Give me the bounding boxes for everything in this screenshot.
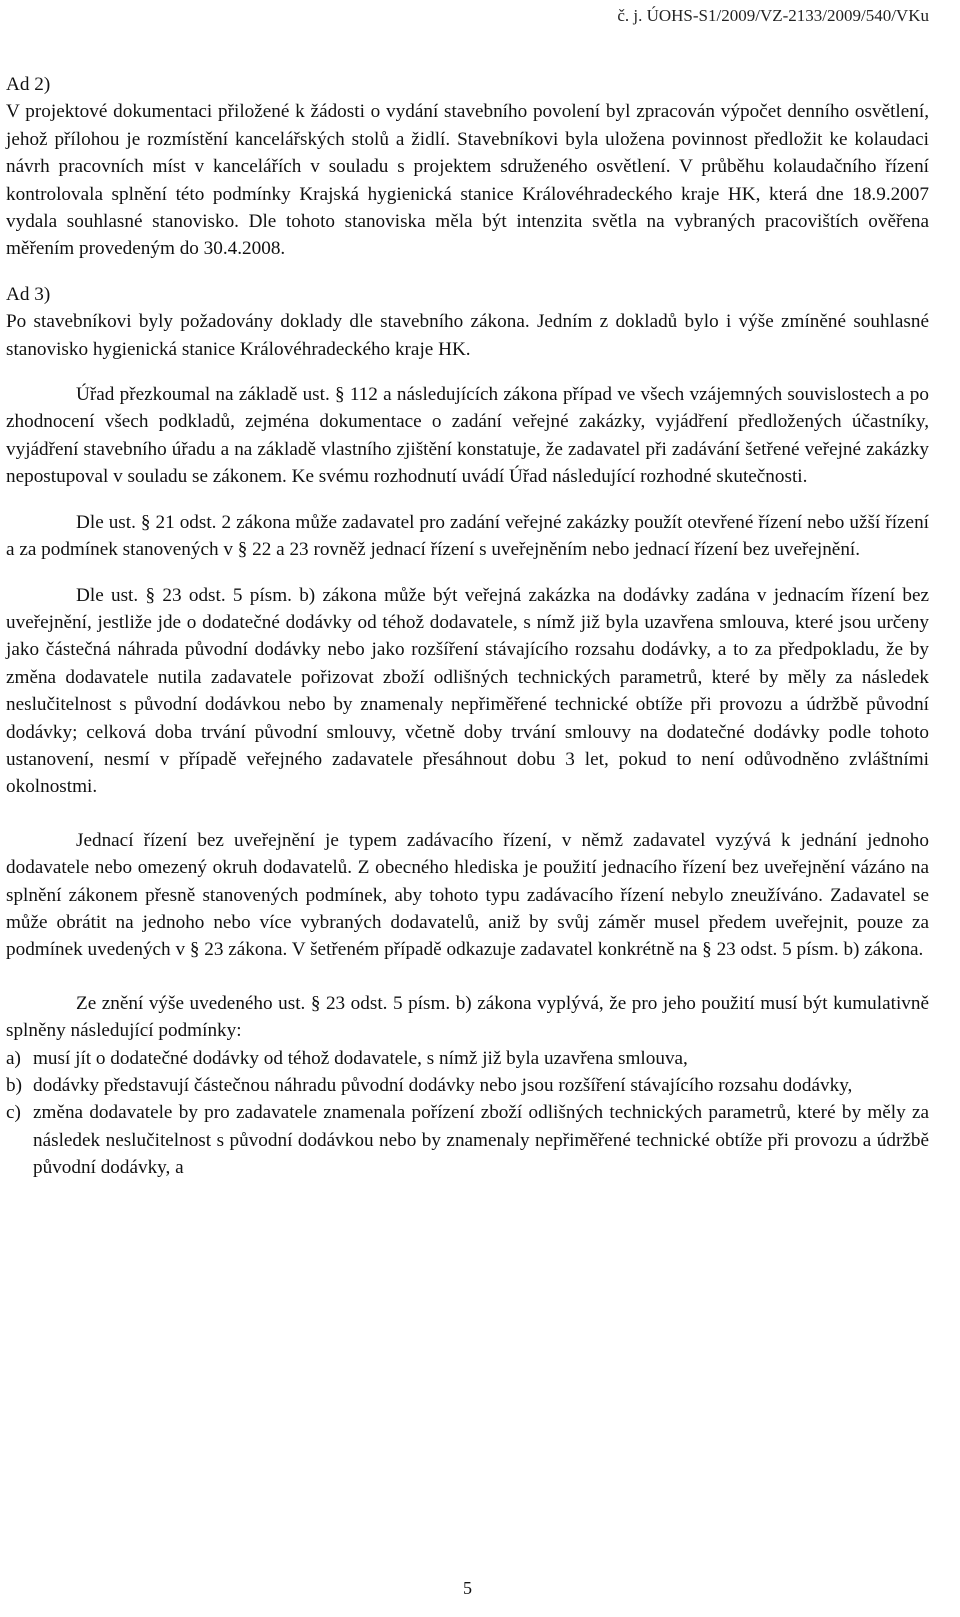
ad2-heading: Ad 2) (6, 74, 51, 95)
conditions-list (6, 1045, 929, 1182)
list-marker: c) (6, 1102, 21, 1124)
list-item-text: dodávky představují částečnou náhradu původní dodávky nebo jsou rozšíření stávajícího rozsahu dodávky, (33, 1075, 853, 1096)
list-marker: b) (6, 1075, 22, 1096)
negotiated-procedure-paragraph: Jednací řízení bez uveřejnění je typem zadávacího řízení, v němž zadavatel vyzývá k jednání jednoho dodavatele nebo omezený okruh dodavatelů. Z obecného hlediska je použití jednacího řízení bez uveřejnění vázáno na splnění zákonem přesně stanovených podmínek, aby tohoto typu zadávacího řízení nebylo zneužíváno. Zadavatel se může obrátit na jednoho nebo více vybraných dodavatelů, aniž by svůj záměr musel předem uveřejnit, pouze za podmínek uvedených v § 23 zákona. V šetřeném případě odkazuje zadavatel konkrétně na § 23 odst. 5 písm. b) zákona. (6, 829, 929, 961)
list-item-text: musí jít o dodatečné dodávky od téhož dodavatele, s nímž již byla uzavřena smlouva, (33, 1047, 688, 1069)
ad3-paragraph: Po stavebníkovi byly požadovány doklady dle stavebního zákona. Jedním z dokladů bylo i výše zmíněné souhlasné stanovisko hygienická stanice Královéhradeckého kraje HK. (6, 311, 929, 360)
conditions-intro: Ze znění výše uvedeného ust. § 23 odst. 5 písm. b) zákona vyplývá, že pro jeho použití musí být kumulativně splněny následující podmínky: (6, 992, 929, 1042)
page-number: 5 (463, 1578, 472, 1598)
list-marker: a) (6, 1047, 21, 1069)
section-23-paragraph: Dle ust. § 23 odst. 5 písm. b) zákona může být veřejná zakázka na dodávky zadána v jednacím řízení bez uveřejnění, jestliže jde o dodatečné dodávky od téhož dodavatele, s nímž již byla uzavřena smlouva, které jsou určeny jako částečná náhrada původní dodávky nebo jako rozšíření stávajícího rozsahu dodávky, a to za předpokladu, že by změna dodavatele nutila zadavatele pořizovat zboží odlišných technických parametrů, které by měly za následek neslučitelnost s původní dodávkou nebo by znamenaly nepřiměřené technické obtíže při provozu a údržbě původní dodávky; celková doba trvání původní smlouvy, včetně doby trvání smlouvy na dodatečné dodávky podle tohoto ustanovení, nesmí v případě veřejného zadavatele přesáhnout dobu 3 let, pokud to není odůvodněno zvláštními okolnostmi. (6, 584, 929, 798)
ad2-paragraph: V projektové dokumentaci přiložené k žádosti o vydání stavebního povolení byl zpracován výpočet denního osvětlení, jehož přílohou je rozmístění kancelářských stolů a židlí. Stavebníkovi byla uložena povinnost předložit ke kolaudaci návrh pracovních míst v kancelářích v souladu s projektem sdruženého osvětlení. V průběhu kolaudačního řízení kontrolovala splnění této podmínky Krajská hygienická stanice Královéhradeckého kraje HK, která dne 18.9.2007 vydala souhlasné stanovisko. Dle tohoto stanoviska měla být intenzita světla na vybraných pracovištích ověřena měřením provedeným do 30.4.2008. (6, 101, 929, 260)
list-item-text: změna dodavatele by pro zadavatele znamenala pořízení zboží odlišných technických parametrů, které by měly za následek neslučitelnost s původní dodávkou nebo by znamenaly nepřiměřené technické obtíže při provozu a údržbě původní dodávky, a (33, 1102, 929, 1179)
review-paragraph: Úřad přezkoumal na základě ust. § 112 a následujících zákona případ ve všech vzájemných souvislostech a po zhodnocení všech podkladů, zejména dokumentace o zadání veřejné zakázky, vyjádření předložených účastníky, vyjádření stavebního úřadu a na základě vlastního zjištění konstatuje, že zadavatel při zadávání šetřené veřejné zakázky nepostupoval v souladu se zákonem. Ke svému rozhodnutí uvádí Úřad následující rozhodné skutečnosti. (6, 384, 929, 488)
section-21-paragraph: Dle ust. § 21 odst. 2 zákona může zadavatel pro zadání veřejné zakázky použít otevřené řízení nebo užší řízení a za podmínek stanovených v § 22 a 23 rovněž jednací řízení s uveřejněním nebo jednací řízení bez uveřejnění. (6, 511, 929, 561)
reference-number: č. j. ÚOHS-S1/2009/VZ-2133/2009/540/VKu (617, 6, 929, 25)
document-body (6, 71, 929, 1182)
ad3-heading: Ad 3) (6, 283, 51, 305)
list-item (6, 1072, 929, 1099)
list-item (6, 1099, 929, 1181)
list-item (6, 1045, 929, 1072)
document-page (6, 0, 929, 1617)
